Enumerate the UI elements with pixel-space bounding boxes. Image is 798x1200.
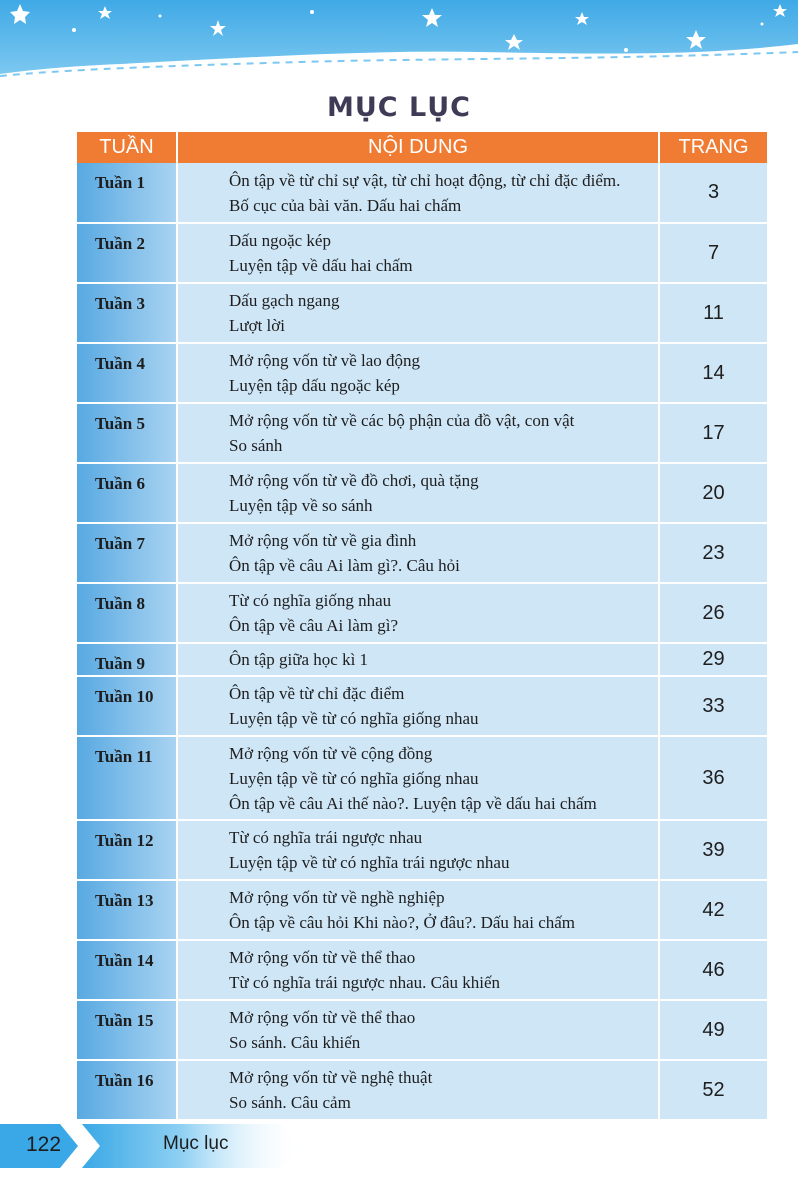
page-number-cell: 29 <box>659 643 767 676</box>
week-cell: Tuần 7 <box>77 523 177 583</box>
page-number-cell: 39 <box>659 820 767 880</box>
content-cell <box>177 223 659 283</box>
table-row <box>77 736 767 820</box>
content-line: Mở rộng vốn từ về thể thao <box>229 948 416 967</box>
page-number-cell: 42 <box>659 880 767 940</box>
week-cell: Tuần 13 <box>77 880 177 940</box>
footer-page-number: 122 <box>26 1133 62 1156</box>
content-line: So sánh. Câu cảm <box>229 1093 351 1112</box>
footer-tab-shape <box>0 1124 798 1168</box>
footer-label: Mục lục <box>163 1133 229 1154</box>
page-number-cell: 23 <box>659 523 767 583</box>
content-line: Bố cục của bài văn. Dấu hai chấm <box>229 195 462 215</box>
table-row <box>77 283 767 343</box>
week-cell: Tuần 5 <box>77 403 177 463</box>
content-line: Ôn tập về câu Ai thế nào?. Luyện tập về dấu hai chấm <box>229 793 597 813</box>
footer-bar <box>0 1124 798 1168</box>
page-number-cell: 36 <box>659 736 767 820</box>
week-cell: Tuần 14 <box>77 940 177 1000</box>
content-line: Từ có nghĩa trái ngược nhau <box>229 828 423 847</box>
content-line: Mở rộng vốn từ về nghệ thuật <box>229 1068 433 1087</box>
content-line: Ôn tập về câu hỏi Khi nào?, Ở đâu?. Dấu hai chấm <box>229 913 576 932</box>
content-cell <box>177 1060 659 1120</box>
content-line: Dấu gạch ngang <box>229 291 340 310</box>
content-line: Luyện tập về so sánh <box>229 496 373 515</box>
page-number-cell: 17 <box>659 403 767 463</box>
content-cell <box>177 403 659 463</box>
content-line: So sánh <box>229 436 283 455</box>
table-row <box>77 403 767 463</box>
content-cell <box>177 343 659 403</box>
week-cell: Tuần 11 <box>77 736 177 820</box>
content-cell <box>177 736 659 820</box>
content-line: Mở rộng vốn từ về gia đình <box>229 531 417 550</box>
content-line: Dấu ngoặc kép <box>229 231 331 250</box>
content-line: Mở rộng vốn từ về đồ chơi, quà tặng <box>229 471 479 490</box>
page-number-cell: 46 <box>659 940 767 1000</box>
content-cell <box>177 463 659 523</box>
page-number-cell: 11 <box>659 283 767 343</box>
content-line: Luyện tập về từ có nghĩa giống nhau <box>229 768 479 788</box>
page-title: MỤC LỤC <box>327 92 471 123</box>
table-row <box>77 880 767 940</box>
content-line: Mở rộng vốn từ về cộng đồng <box>229 743 433 763</box>
content-line: Từ có nghĩa trái ngược nhau. Câu khiến <box>229 973 501 992</box>
content-line: Luyện tập về từ có nghĩa giống nhau <box>229 709 479 728</box>
content-cell <box>177 940 659 1000</box>
week-cell: Tuần 6 <box>77 463 177 523</box>
page-number-cell: 7 <box>659 223 767 283</box>
content-cell <box>177 523 659 583</box>
table-body <box>77 163 767 1120</box>
page-number-cell: 3 <box>659 163 767 223</box>
page-number-cell: 52 <box>659 1060 767 1120</box>
content-cell <box>177 283 659 343</box>
table-row <box>77 463 767 523</box>
table-row <box>77 676 767 736</box>
page-number-cell: 26 <box>659 583 767 643</box>
content-line: Ôn tập về từ chỉ sự vật, từ chỉ hoạt động, từ chỉ đặc điểm. <box>229 170 621 190</box>
table-row <box>77 643 767 676</box>
table-row <box>77 163 767 223</box>
content-line: So sánh. Câu khiến <box>229 1033 361 1052</box>
content-line: Ôn tập về từ chỉ đặc điểm <box>229 684 405 703</box>
week-cell: Tuần 12 <box>77 820 177 880</box>
header-week: TUẦN <box>77 132 177 163</box>
week-cell: Tuần 8 <box>77 583 177 643</box>
table-row <box>77 1000 767 1060</box>
table-of-contents <box>77 132 767 1121</box>
content-line: Mở rộng vốn từ về lao động <box>229 351 421 370</box>
content-line: Lượt lời <box>229 316 285 335</box>
page-number-cell: 49 <box>659 1000 767 1060</box>
content-line: Ôn tập về câu Ai làm gì? <box>229 616 399 635</box>
content-line: Mở rộng vốn từ về nghề nghiệp <box>229 888 445 907</box>
content-line: Mở rộng vốn từ về thể thao <box>229 1008 416 1027</box>
table-row <box>77 1060 767 1120</box>
week-cell: Tuần 9 <box>77 643 177 676</box>
content-cell <box>177 820 659 880</box>
page-number-cell: 33 <box>659 676 767 736</box>
content-line: Luyện tập về từ có nghĩa trái ngược nhau <box>229 853 510 872</box>
week-cell: Tuần 16 <box>77 1060 177 1120</box>
sky-decoration <box>0 0 798 90</box>
week-cell: Tuần 1 <box>77 163 177 223</box>
table-row <box>77 820 767 880</box>
content-cell <box>177 643 659 676</box>
content-line: Luyện tập về dấu hai chấm <box>229 256 413 275</box>
table-header-row <box>77 132 767 163</box>
content-cell <box>177 163 659 223</box>
week-cell: Tuần 3 <box>77 283 177 343</box>
header-page: TRANG <box>659 132 767 163</box>
content-cell <box>177 1000 659 1060</box>
content-cell <box>177 880 659 940</box>
week-cell: Tuần 15 <box>77 1000 177 1060</box>
content-cell <box>177 583 659 643</box>
table-row <box>77 940 767 1000</box>
header-content: NỘI DUNG <box>177 132 659 163</box>
table-row <box>77 583 767 643</box>
content-cell <box>177 676 659 736</box>
content-line: Mở rộng vốn từ về các bộ phận của đồ vật, con vật <box>229 411 575 430</box>
table-row <box>77 523 767 583</box>
sky-banner <box>0 0 798 90</box>
content-line: Luyện tập dấu ngoặc kép <box>229 376 400 395</box>
week-cell: Tuần 4 <box>77 343 177 403</box>
week-cell: Tuần 2 <box>77 223 177 283</box>
content-line: Ôn tập giữa học kì 1 <box>229 650 369 669</box>
content-line: Ôn tập về câu Ai làm gì?. Câu hỏi <box>229 556 460 575</box>
content-line: Từ có nghĩa giống nhau <box>229 591 392 610</box>
week-cell: Tuần 10 <box>77 676 177 736</box>
page-number-cell: 20 <box>659 463 767 523</box>
table-row <box>77 343 767 403</box>
table-row <box>77 223 767 283</box>
page-number-cell: 14 <box>659 343 767 403</box>
